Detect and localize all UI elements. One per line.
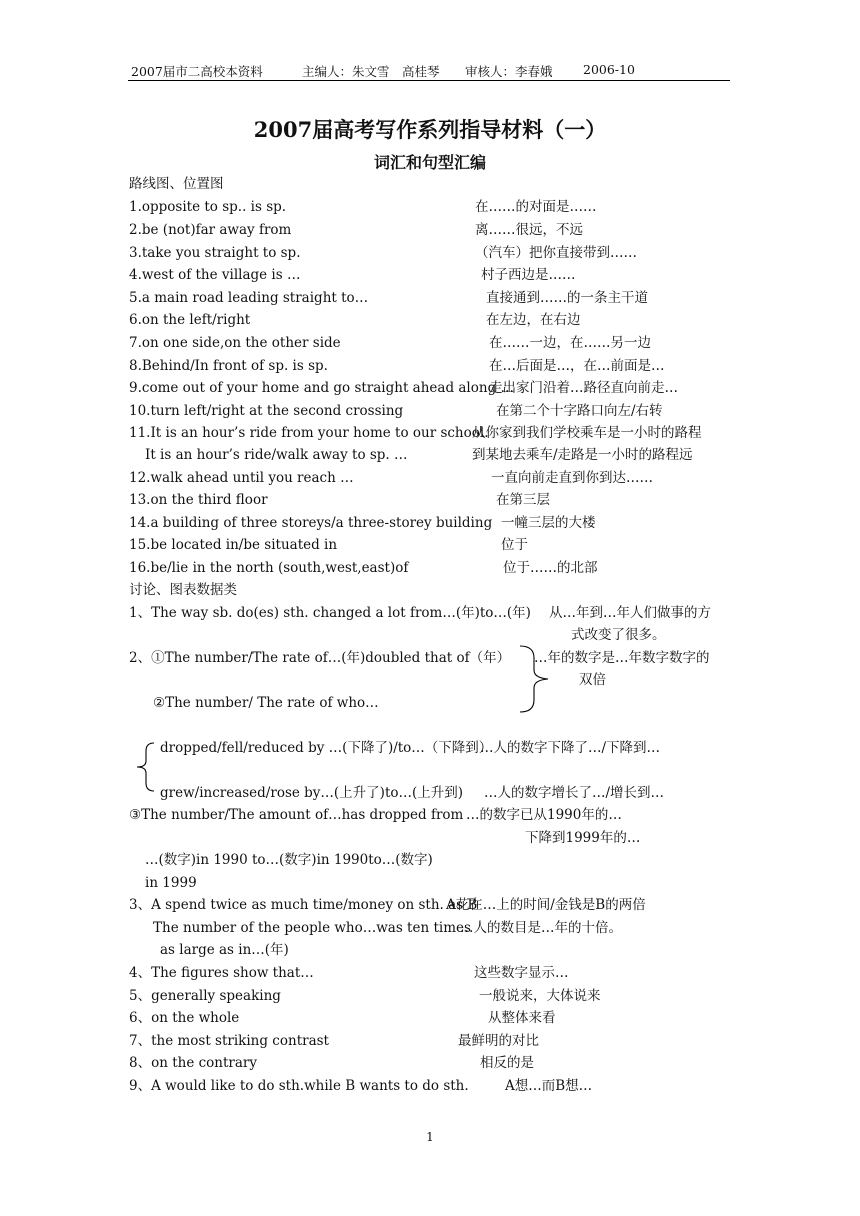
- phrase-en: 4、The figures show that…: [129, 965, 314, 981]
- phrase-en: It is an hour’s ride/walk away to sp. …: [145, 447, 408, 463]
- phrase-zh: 在左边，在右边: [486, 312, 581, 328]
- phrase-zh: 从…年到…年人们做事的方: [549, 605, 711, 621]
- phrase-zh: 到某地去乘车/走路是一小时的路程远: [472, 447, 693, 463]
- phrase-zh: 在……一边，在……另一边: [489, 335, 651, 351]
- header-rule: [128, 80, 730, 81]
- page-number: 1: [426, 1130, 434, 1144]
- phrase-en: 9、A would like to do sth.while B wants to do sth.: [129, 1078, 469, 1094]
- phrase-zh: …人的数字下降了…/下降到…: [480, 740, 661, 756]
- header-reviewer: 审核人：李春娥: [465, 64, 553, 79]
- phrase-en: 5、generally speaking: [129, 988, 281, 1004]
- phrase-en: 1.opposite to sp.. is sp.: [129, 199, 287, 215]
- phrase-en: 3、A spend twice as much time/money on sth. as B: [129, 897, 478, 913]
- phrase-en: 16.be/lie in the north (south,west,east)of: [129, 560, 409, 576]
- phrase-en: The number of the people who…was ten times: [153, 920, 471, 936]
- phrase-zh: …年的数字是…年数字数字的: [534, 650, 710, 666]
- phrase-zh: 一直向前走直到你到达……: [491, 470, 653, 486]
- phrase-zh: 在第二个十字路口向左/右转: [496, 403, 663, 419]
- phrase-en: 15.be located in/be situated in: [129, 537, 338, 553]
- phrase-en: 13.on the third floor: [129, 492, 268, 508]
- phrase-en: 1、The way sb. do(es) sth. changed a lot from…(年)to…(年): [129, 605, 531, 621]
- phrase-en: 2.be (not)far away from: [129, 222, 292, 238]
- phrase-en: 14.a building of three storeys/a three-storey building: [129, 515, 493, 531]
- phrase-en: 3.take you straight to sp.: [129, 245, 301, 261]
- phrase-en: 6.on the left/right: [129, 312, 251, 328]
- phrase-en: 4.west of the village is …: [129, 267, 301, 283]
- phrase-zh: 位于……的北部: [503, 560, 598, 576]
- phrase-en: 5.a main road leading straight to…: [129, 290, 369, 306]
- phrase-en: ②The number/ The rate of who…: [153, 695, 379, 711]
- phrase-en: 11.It is an hour’s ride from your home to our school.: [129, 425, 489, 441]
- phrase-zh: 位于: [501, 537, 528, 553]
- header-school: 2007届市二高校本资料: [131, 64, 263, 79]
- left-brace-icon: [134, 741, 158, 793]
- phrase-en: 7.on one side,on the other side: [129, 335, 341, 351]
- phrase-en: ③The number/The amount of…has dropped from: [129, 807, 464, 823]
- phrase-zh: 一幢三层的大楼: [501, 515, 596, 531]
- phrase-en: 8.Behind/In front of sp. is sp.: [129, 358, 328, 374]
- phrase-zh: 走出家门沿着…路径直向前走…: [489, 380, 678, 396]
- phrase-en: 7、the most striking contrast: [129, 1033, 329, 1049]
- phrase-en: dropped/fell/reduced by …(下降了)/to…（下降到）: [160, 740, 493, 756]
- phrase-en: 9.come out of your home and go straight ahead along …: [129, 380, 515, 396]
- phrase-zh: 式改变了很多。: [571, 627, 666, 643]
- phrase-en: as large as in…(年): [160, 942, 289, 958]
- header-date: 2006-10: [583, 62, 635, 77]
- phrase-zh: 在……的对面是……: [475, 199, 597, 215]
- phrase-zh: 直接通到……的一条主干道: [486, 290, 648, 306]
- phrase-zh: 在…后面是…，在…前面是…: [489, 358, 665, 374]
- phrase-zh: 从你家到我们学校乘车是一小时的路程: [472, 425, 702, 441]
- phrase-zh: 村子西边是……: [481, 267, 576, 283]
- phrase-en: 8、on the contrary: [129, 1055, 257, 1071]
- phrase-zh: （汽车）把你直接带到……: [475, 245, 637, 261]
- phrase-zh: A花在…上的时间/金钱是B的两倍: [446, 897, 646, 913]
- phrase-zh: 相反的是: [480, 1055, 534, 1071]
- phrase-en: 10.turn left/right at the second crossing: [129, 403, 404, 419]
- phrase-zh: …的数字已从1990年的…: [466, 807, 622, 823]
- phrase-zh: 双倍: [579, 672, 606, 688]
- phrase-zh: 下降到1999年的…: [525, 830, 641, 846]
- phrase-en: in 1999: [145, 875, 197, 891]
- header-editors: 主编人：朱文雪 高桂琴: [302, 64, 440, 79]
- section-heading-route: 路线图、位置图: [129, 176, 224, 192]
- right-brace-icon: [518, 644, 554, 714]
- phrase-zh: 最鲜明的对比: [458, 1033, 539, 1049]
- phrase-zh: …人的数字增长了…/增长到…: [484, 785, 665, 801]
- phrase-zh: 一般说来，大体说来: [479, 988, 601, 1004]
- phrase-en: 2、①The number/The rate of…(年)doubled that of（年）: [129, 650, 511, 666]
- phrase-en: 6、on the whole: [129, 1010, 240, 1026]
- page-title: 2007届高考写作系列指导材料（一）: [253, 117, 607, 142]
- phrase-zh: 这些数字显示…: [474, 965, 569, 981]
- phrase-en: grew/increased/rose by…(上升了)to…(上升到): [160, 785, 464, 801]
- phrase-en: …(数字)in 1990 to…(数字)in 1990to…(数字): [145, 852, 433, 868]
- phrase-zh: 离……很远，不远: [475, 222, 583, 238]
- phrase-zh: 从整体来看: [488, 1010, 556, 1026]
- phrase-en: 12.walk ahead until you reach …: [129, 470, 354, 486]
- phrase-zh: A想…而B想…: [505, 1078, 593, 1094]
- phrase-zh: …人的数目是…年的十倍。: [460, 920, 622, 936]
- page-subtitle: 词汇和句型汇编: [373, 153, 486, 172]
- section-heading-charts: 讨论、图表数据类: [129, 582, 237, 598]
- phrase-zh: 在第三层: [496, 492, 550, 508]
